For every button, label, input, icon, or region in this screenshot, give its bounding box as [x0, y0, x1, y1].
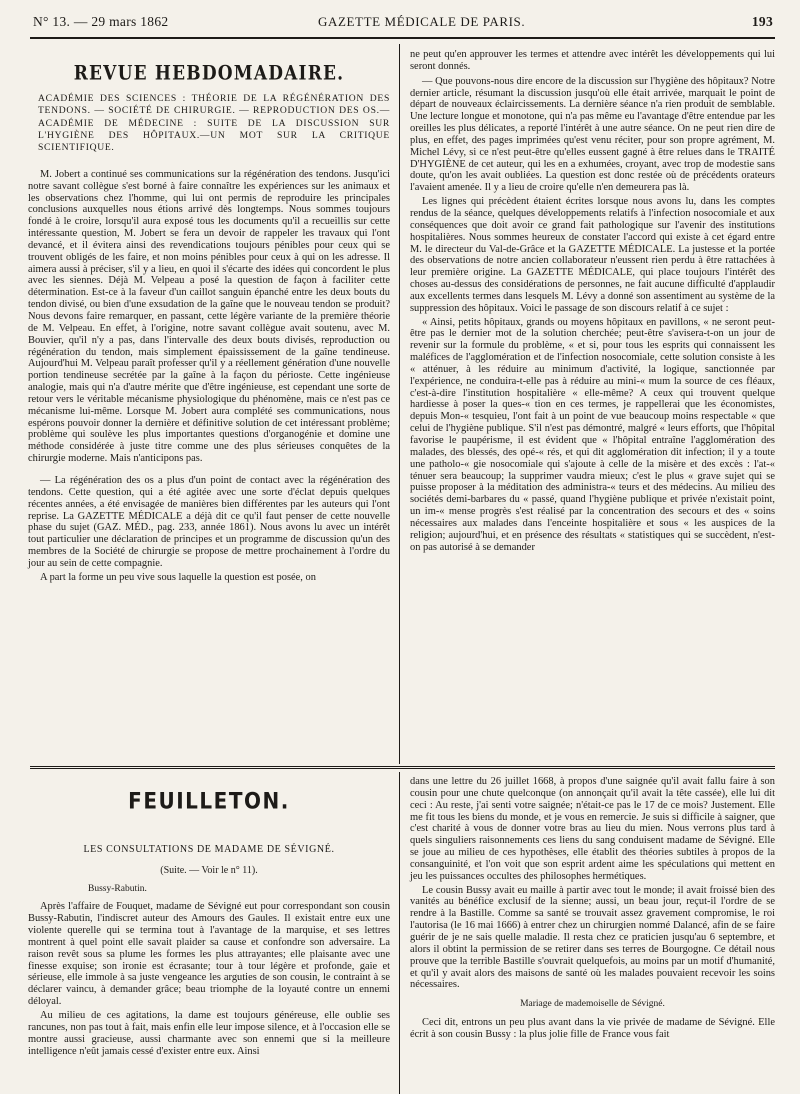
revue-title: REVUE HEBDOMADAIRE. [73, 62, 345, 86]
feuilleton-paragraph-bussy: Le cousin Bussy avait eu maille à partir avec tout le monde; il avait froissé bien des vanités au bénéfice exclusif de la sienne; aussi, un beau jour, reçut-il l'ordre de se rendre à la Bastille. Comme sa santé se trouvait assez gravement compromise, le roi l'autorisa (le 16 mai 1666) à entrer chez un chirurgien nommé Dalancé, afin de se faire guérir de je ne sais quelle maladie. Il resta chez ce praticien jusqu'au 6 septembre, et alors il obtint la permission de se retirer dans ses terres de Bourgogne. Ce détail nous prouve que la terrible Bastille s'ouvrait quelquefois, au moins par un motif d'humanité, et qu'il y avait alors des maisons de santé où les malades pouvaient recevoir les soins nécessaires. [410, 884, 775, 991]
feuilleton-part-title: Bussy-Rabutin. [88, 883, 147, 894]
revue-column-left [28, 49, 390, 759]
header-rule [30, 37, 775, 41]
running-head [33, 10, 773, 34]
column-divider-bottom [399, 772, 400, 1094]
paragraph-lignes: Les lignes qui précèdent étaient écrites lorsque nous avons lu, dans les comptes rendus de la séance, quelques développements relatifs à l'infection nosocomiale et aux conséquences que doit avoir ce grand fait pathologique sur l'avenir des institutions hospitalières. Nous sommes heureux de constater l'accord qui existe à cet égard entre M. le directeur du Val-de-Grâce et la GAZETTE MÉDICALE. La justesse et la portée des observations de notre ancien collaborateur n'eussent rien perdu à être rattachées à leur première origine. La GAZETTE MÉDICALE, qui place toujours l'intérêt des choses au-dessus des considérations de personnes, ne fait aucune difficulté d'applaudir aux excellents termes dans lesquels M. Lévy a donné son assentiment au système de la suppression des hôpitaux. Voici le passage de son discours relatif à ce sujet : [410, 196, 775, 314]
revue-summary: ACADÉMIE DES SCIENCES : THÉORIE DE LA RÉGÉNÉRATION DES TENDONS. — SOCIÉTÉ DE CHIRURGIE. — REPRODUCTION DES OS.—ACADÉMIE DE MÉDECINE : SUITE DE LA DISCUSSION SUR L'HYGIÈNE DES HÔPITAUX.—UN MOT SUR LA CRITIQUE SCIENTIFIQUE. [38, 92, 390, 154]
paragraph-a-part: A part la forme un peu vive sous laquelle la question est posée, on [40, 571, 316, 583]
journal-title: GAZETTE MÉDICALE DE PARIS. [318, 14, 526, 29]
feuilleton-rule [30, 766, 775, 771]
feuilleton-column-right [410, 776, 775, 1091]
revue-column-right [410, 49, 775, 761]
feuilleton-title: FEUILLETON. [128, 787, 290, 815]
paragraph-jobert: M. Jobert a continué ses communications sur la régénération des tendons. Jusqu'ici notre savant collègue s'est borné à faire connaître les expériences sur les animaux et les observations chez l'homme, qui lui ont permis de reproduire les principales conclusions auxquelles nous étions arrivé dès longtemps. Nous sommes toujours fondé à le croire, lorsqu'il aura exposé tous les documents qu'il a recueillis sur cette intéressante question, M. Jobert se fera un devoir de rappeler les travaux qui l'ont devancé, et il évitera ainsi des revendications toujours pénibles pour ceux qui se trouvent obligés de les faire, et non moins pénibles pour ceux à qui on les adresse. Il aimera aussi à préciser, s'il y a lieu, en quoi il s'écarte des idées qui concordent le plus avec les siennes. Déjà M. Velpeau a posé la question de façon à faciliter cette détermination. Est-ce à la faveur d'un caillot sanguin épanché entre les deux bouts du tendon divisé, ou bien d'une exsudation de la gaîne que le nouveau tendon se produit? Nous devons faire remarquer, en passant, cette légère variante de la première théorie de M. Velpeau. En effet, à l'origine, notre savant collègue avait soutenu, avec M. Bouvier, qu'il n'y a pas, dans l'intervalle des deux bouts divisés, reproduction ou régénération du tendon, mais simplement épaississement de la gaîne tendineuse. Aujourd'hui M. Velpeau paraît professer qu'il y a réellement génération d'une nouvelle portion tendineuse secrétée par la gaîne à la façon du périoste. Cette ingénieuse analogie, mais qui n'a d'autre mérite que d'être ingénieuse, est cependant une sorte de retour vers le véritable mécanisme physiologique du phénomène, mais ce n'est pas ce mécanisme lui-même. Lorsque M. Jobert aura complété ses communications, nous espérons pouvoir donner la dernière et définitive solution de cet intéressant problème; problème qui soulève les plus importantes questions d'organogénie et domine une méthode considérée à juste titre comme une des plus sérieuses conquêtes de la chirurgie moderne. Mais n'anticipons pas. [28, 168, 390, 465]
feuilleton-column-left [28, 776, 390, 1091]
feuilleton-paragraph-lettre: dans une lettre du 26 juillet 1668, à propos d'une saignée qu'il avait fallu faire à son cousin pour une chute quelconque (on annonçait qu'il avait la tête cassée), elle lui dit ceci : Au reste, j'ai senti votre saignée; n'était-ce pas le 17 de ce mois? Justement. Elle me fit tous les biens du monde, et je vous en remercie. Je suis si difficile à saigner, que c'est charité à vous de donner votre bras au lieu du mien. Nous verrons plus tard à quels singuliers raisonnements ces liens du sang conduisent madame de Sévigné. Elle se joue au milieu de ces hypothèses, elle établit des théories subtiles à propos de la consanguinité, et l'on voit que son esprit ardent aime les spéculations qui mettent en jeu les puissances occultes des philosophes hermétiques. [410, 776, 775, 882]
paragraph-gap [28, 467, 390, 475]
feuilleton-paragraph-ceci: Ceci dit, entrons un peu plus avant dans la vie privée de madame de Sévigné. Elle écrit à son cousin Bussy : la plus jolie fille de France vous fait [410, 1017, 775, 1040]
page-number: 193 [751, 14, 773, 29]
feuilleton-subtitle: LES CONSULTATIONS DE MADAME DE SÉVIGNÉ. [83, 843, 335, 855]
paragraph-continuation: ne peut qu'en approuver les termes et attendre avec intérêt les développements qui lui seront donnés. [410, 49, 775, 72]
paragraph-hygiene: — Que pouvons-nous dire encore de la discussion sur l'hygiène des hôpitaux? Notre dernier article, résumant la discussion jusqu'où elle était arrivée, marquait le point de départ de nouveaux éclaircissements. La dernière séance n'a rien produit de semblable. Une lecture longue et monotone, qui n'a pas même eu l'avantage d'être entendue par les oreilles les plus délicates, a reporté l'intérêt à une autre séance. On ne peut rien dire de plus, en effet, des pages imprimées qu'est venu réciter, pour son propre agrément, M. Michel Lévy, si ce n'est peut-être qu'elles eussent gagné à être relues dans le TRAITÉ D'HYGIÈNE de cet auteur, qui les en a exhumées, croyant, avec trop de modestie sans doute, qu'on les avait oubliées. La question est donc restée où de précédents orateurs l'avaient amenée. Il y a lieu de croire qu'elle n'en demeurera pas là. [410, 75, 775, 194]
column-divider-top [399, 44, 400, 764]
feuilleton-continuation: (Suite. — Voir le n° 11). [160, 864, 258, 876]
feuilleton-part-title-2: Mariage de mademoiselle de Sévigné. [520, 999, 665, 1010]
feuilleton-paragraph-fouquet: Après l'affaire de Fouquet, madame de Sévigné eut pour correspondant son cousin Bussy-Rabutin, l'indiscret auteur des Amours des Gaules. Il existait entre eux une violente querelle qui se termina tout à l'avantage de la marquise, et ses lettres montrent à quel point elle savait plaider sa cause et confondre son adversaire. La raison revêt sous sa plume les formes les plus attrayantes; elle plaisante avec une finesse exquise; son ironie est écrasante; tour à tour légère et profonde, gaie et sérieuse, elle immole à sa juste vengeance les arguties de son cousin, le contraint à se déclarer vaincu, à demander grâce; beau triomphe de la loyauté contre un ennemi déloyal. [28, 901, 390, 1008]
paragraph-regeneration-os: — La régénération des os a plus d'un point de contact avec la régénération des tendons. Cette question, qui a été agitée avec une sorte d'éclat depuis quelques récentes années, a été envisagée de manières bien différentes par les auteurs qui l'ont reprise. La GAZETTE MÉDICALE a déjà dit ce qu'il faut penser de cette nouvelle phase du sujet (GAZ. MÉD., pag. 233, année 1861). Nous avons lu avec un intérêt tout particulier une déclaration de principes et un programme de discussion qu'un des membres de la Société de chirurgie se propose de mettre prochainement à l'ordre du jour au sein de cette compagnie. [28, 474, 390, 569]
feuilleton-paragraph-agitations: Au milieu de ces agitations, la dame est toujours généreuse, elle oublie ses rancunes, non pas tout à fait, mais enfin elle leur impose silence, et à l'occasion elle se montre aussi gracieuse, aussi charmante avec son ennemi que si la meilleure intelligence n'eût jamais cessé d'exister entre eux. Ainsi [28, 1009, 390, 1057]
quote-levy: « Ainsi, petits hôpitaux, grands ou moyens hôpitaux en pavillons, « ne seront peut-être pas le dernier mot de la solution cherchée; peut-être s'avisera-t-on un jour de revenir sur la formule du problème, « et si, pour tous les esprits qui connaissent les maléfices de l'agglomération et de l'infection nosocomiale, cette solution consiste à les « atténuer, à les réduire au minimum d'activité, la logique, sanctionnée par l'expérience, ne conduira-t-elle pas à réduire au mini-« mum la source de ces fléaux, c'est-à-dire l'institution hospitalière « elle-même? A ceux qui trouvent quelque hardiesse à poser la ques-« tion en ces termes, je rappellerai que les économistes, depuis Mon-« tesquieu, l'ont fait à un point de vue beaucoup moins respectable « que celui de l'hygiène publique. S'il n'est pas démontré, malgré « leurs efforts, que l'hôpital favorise le paupérisme, il est évident que « l'hôpital entraîne l'agglomération des malades, des blessés, des opé-« rés, et qui dit agglomération dit infection; il y a toute une patholo-« gie nosocomiale qui s'ajoute à celle de la misère et des excès : l'at-« ténuer sera beaucoup; la supprimer vaudra mieux; c'est le plus « grave sujet qui se puisse proposer à la méditation des administra-« teurs et des médecins. Au milieu des sociétés demi-barbares du « passé, quand l'hygiène publique et privée n'existait point, un im-« mense progrès s'est réalisé par la concentration des secours et des « soins nécessaires aux malades dans l'enceinte hospitalière et sous « les auspices de la religion; aujourd'hui, et en présence des résultats « statistiques qui se succèdent, n'est-on pas autorisé à se demander [410, 316, 775, 553]
issue-date: N° 13. — 29 mars 1862 [33, 14, 169, 29]
